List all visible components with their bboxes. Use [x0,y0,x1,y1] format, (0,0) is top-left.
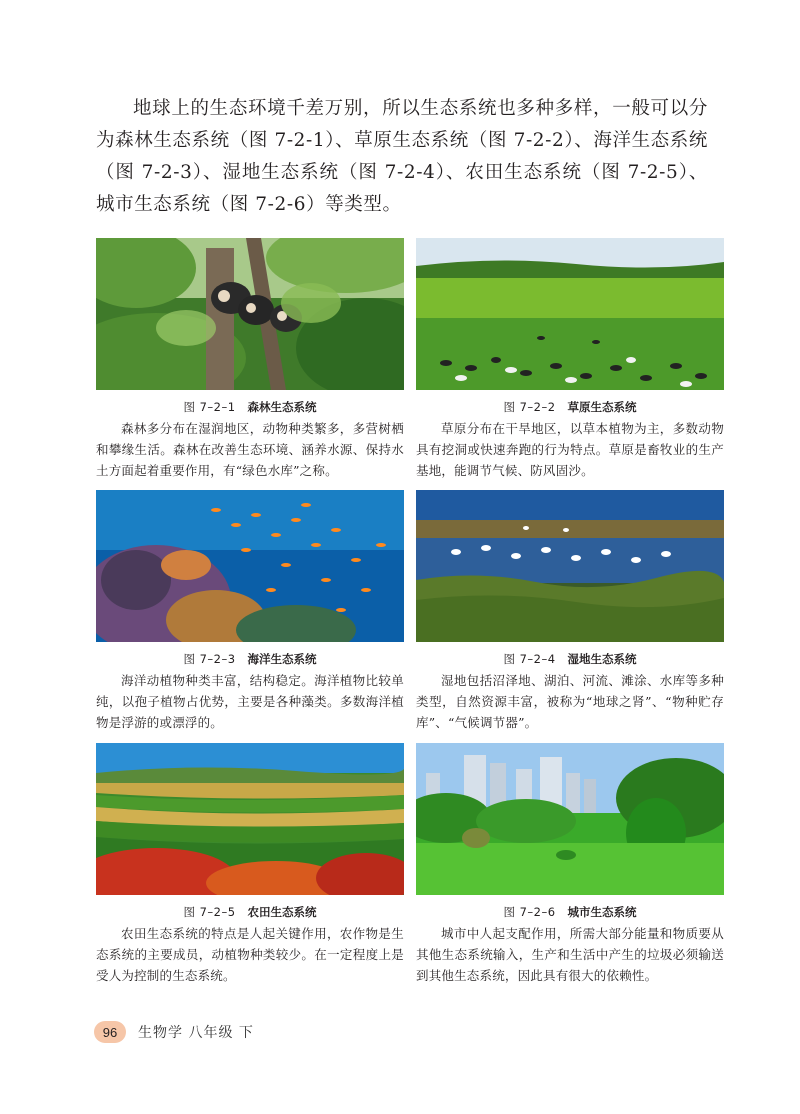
figure-wetland [416,490,724,733]
figure-caption [96,904,404,920]
figure-description: 农田生态系统的特点是人起关键作用，农作物是生态系统的主要成员，动植物种类较少。在一定程度上是受人为控制的生态系统。 [96,926,404,983]
figure-number: 图 7–2–1 [183,400,236,414]
figure-ocean [96,490,404,733]
grassland-photo [416,238,724,390]
figure-number: 图 7–2–2 [503,400,556,414]
figure-caption [416,651,724,667]
figure-number: 图 7–2–6 [503,905,556,919]
figure-description: 草原分布在干旱地区，以草本植物为主，多数动物具有挖洞或快速奔跑的行为特点。草原是畜牧业的生产基地，能调节气候、防风固沙。 [416,421,724,478]
figure-grassland [416,238,724,481]
forest-photo [96,238,404,390]
figure-caption [96,651,404,667]
figure-description: 森林多分布在湿润地区，动物种类繁多，多营树栖和攀缘生活。森林在改善生态环境、涵养水源、保持水土方面起着重要作用，有“绿色水库”之称。 [96,421,404,478]
figure-number: 图 7–2–5 [183,905,236,919]
page-footer [94,1020,254,1044]
book-title: 生物学 八年级 下 [138,1025,254,1041]
figure-title: 海洋生态系统 [247,652,317,666]
figure-caption [96,399,404,415]
intro-paragraph: 地球上的生态环境千差万别，所以生态系统也多种多样，一般可以分为森林生态系统（图 7-2-1）、草原生态系统（图 7-2-2）、海洋生态系统（图 7-2-3）、湿地生态系统（图 7-2-4）、农田生态系统（图 7-2-5）、城市生态系统（图 7-2-6）等类型。 [96,98,708,215]
ocean-photo [96,490,404,642]
figure-farmland [96,743,404,986]
figure-description: 湿地包括沼泽地、湖泊、河流、滩涂、水库等多种类型，自然资源丰富，被称为“地球之肾”、“物种贮存库”、“气候调节器”。 [416,673,724,730]
figure-caption [416,399,724,415]
figure-number: 图 7–2–4 [503,652,556,666]
figure-city [416,743,724,986]
figure-caption [416,904,724,920]
figure-description: 城市中人起支配作用，所需大部分能量和物质要从其他生态系统输入，生产和生活中产生的垃圾必须输送到其他生态系统，因此具有很大的依赖性。 [416,926,724,983]
wetland-photo [416,490,724,642]
figure-title: 城市生态系统 [567,905,637,919]
city-photo [416,743,724,895]
figure-forest [96,238,404,481]
farmland-photo [96,743,404,895]
figure-title: 农田生态系统 [247,905,317,919]
figure-title: 湿地生态系统 [567,652,637,666]
figure-description: 海洋动植物种类丰富，结构稳定。海洋植物比较单纯，以孢子植物占优势，主要是各种藻类。多数海洋植物是浮游的或漂浮的。 [96,673,404,730]
figure-title: 草原生态系统 [567,400,637,414]
page-number: 96 [94,1021,126,1043]
figure-number: 图 7–2–3 [183,652,236,666]
figure-title: 森林生态系统 [247,400,317,414]
